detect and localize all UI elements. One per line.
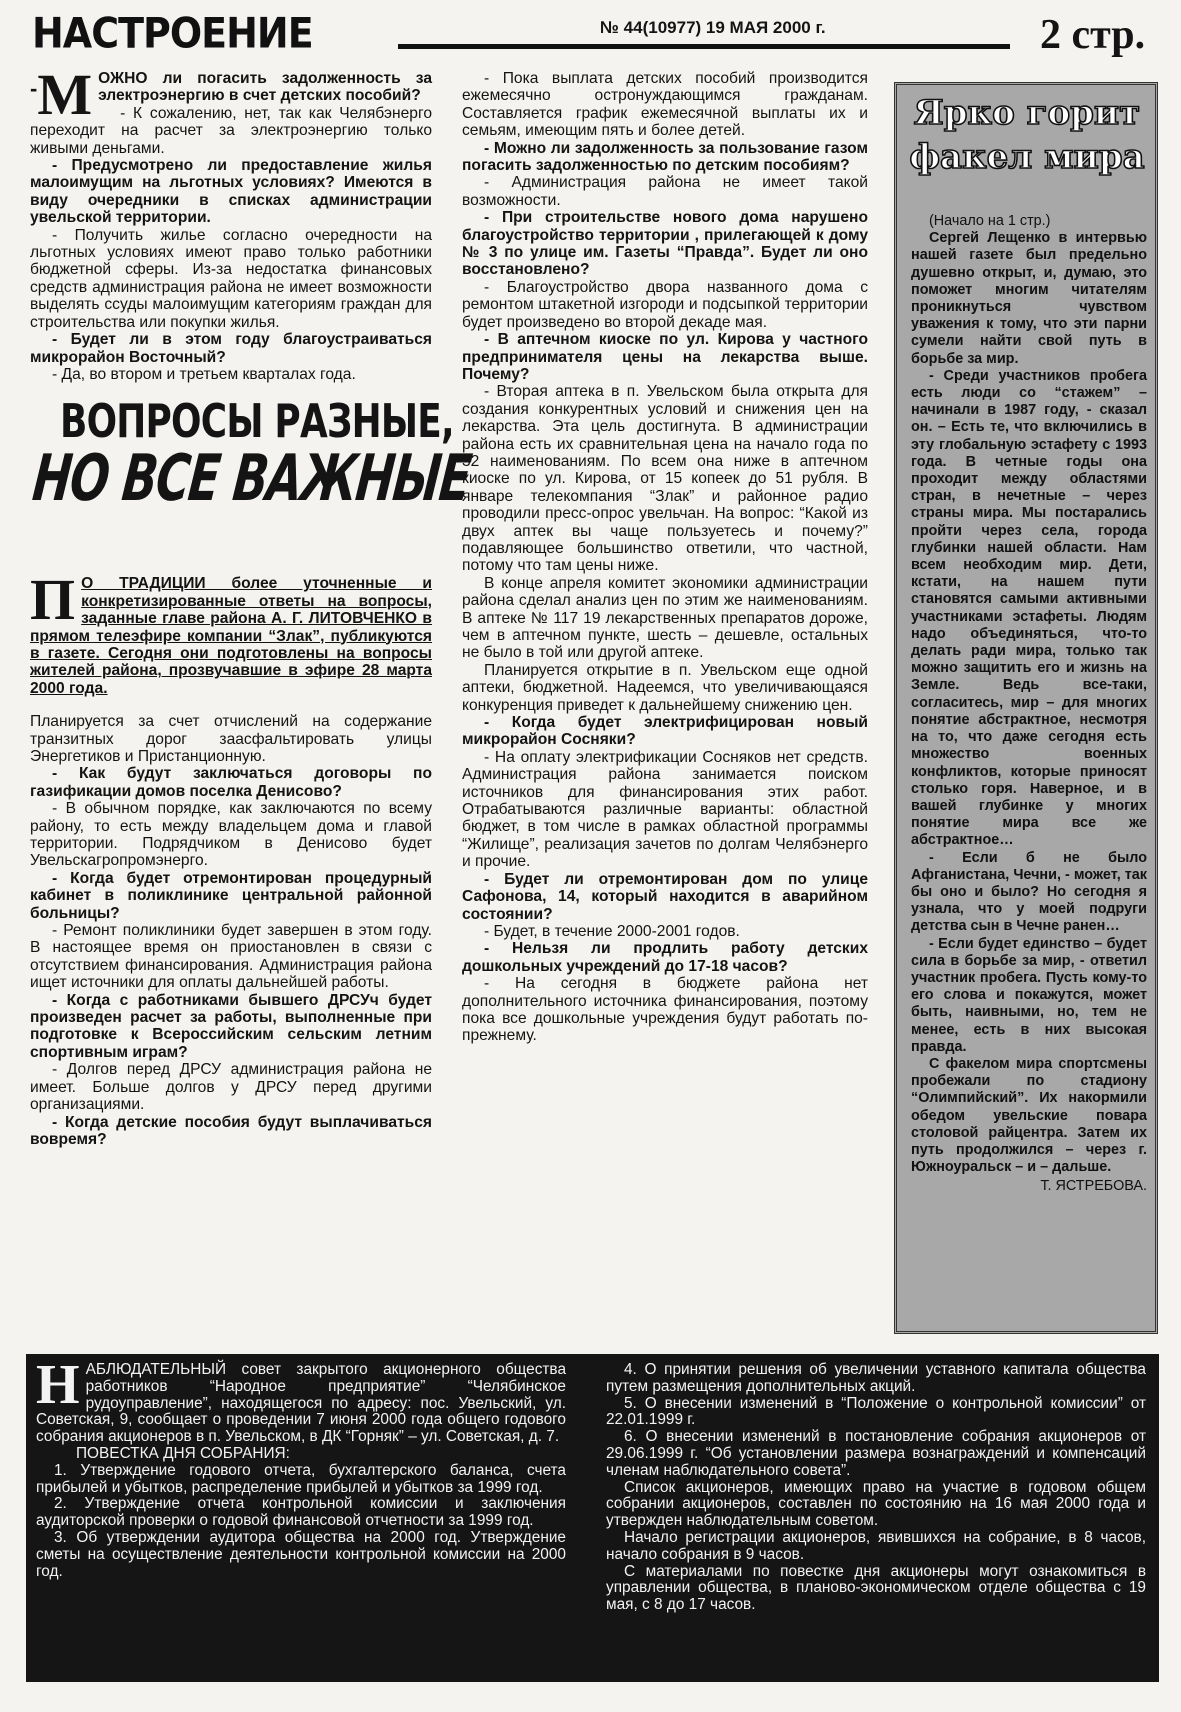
notice-intro-text: АБЛЮДАТЕЛЬНЫЙ совет закрытого акционерного общества работников “Народное предприятие” “Челябинское рудоуправление”, находящегося по адресу: пос. Увельский, ул. Советская, 9, сообщает о проведении 7 июня 2000 года общего годового собрания акционеров в п. Увельском, в ДК “Горняк” – ул. Советская, д. 7. [36,1361,566,1446]
notice-agenda-item: 3. Об утверждении аудитора общества на 2000 год. Утверждение сметы на осуществление деятельности контрольной комиссии на 2000 год. [36,1528,566,1580]
notice-agenda-item: 2. Утверждение отчета контрольной комиссии и заключения аудиторской проверки о годовой финансовой отчетности за 1999 год. [36,1495,566,1530]
notice-agenda-item: 5. О внесении изменений в “Положение о контрольной комиссии” от 22.01.1999 г. [606,1394,1146,1429]
lead-dash: - [30,76,38,101]
question: - Как будут заключаться договоры по газификации домов поселка Денисово? [30,765,432,800]
sidebar-paragraph: С факелом мира спортсмены пробежали по стадиону “Олимпийский”. Их накормили обедом увельские повара столовой райцентра. Затем их путь продолжился – через г. Южноуральск – и – дальше. [911,1055,1147,1176]
section-title: НАСТРОЕНИЕ [32,8,313,58]
headline-line-2: НО ВСЕ ВАЖНЫЕ [29,442,474,517]
paragraph: Планируется открытие в п. Увельском еще одной аптеки, бюджетной. Надеемся, что увеличивающаяся конкуренция приведет к дальнейшему снижению цен. [462,661,868,714]
paragraph: В конце апреля комитет экономики администрации района сделал анализ цен по этим же наименованиям. В аптеке № 117 19 лекарственных препаратов дороже, чем в аптечном пункте, шесть – дешевле, остальных не было в той или другой аптеке. [462,574,868,662]
header-rule [398,44,1010,49]
answer: - Вторая аптека в п. Увельском была открыта для создания конкурентных условий и снижения цен на лекарства. Эта цель достигнута. В администрации района есть их сравнительная цена на начало года по 32 наименованиям. По всем она ниже в аптечном киоске по ул. Кирова, от 15 копеек до 51 рубля. В январе телекомпания “Злак” и районное радио проводили пресс-опрос увельчан. На вопрос: “Какой из двух аптек вы чаще пользуетесь и почему?” подавляющее большинство ответили, что частной, потому что там цены ниже. [462,383,868,575]
sidebar-paragraph: - Если будет единство – будет сила в борьбе за мир, - ответил участник пробега. Пусть кому-то его слова и покажутся, может быть, наивными, но, тем не менее, есть в них высокая правда. [911,935,1147,1055]
question: - Будет ли в этом году благоустраиваться микрорайон Восточный? [30,331,432,366]
question: - В аптечном киоске по ул. Кирова у частного предпринимателя цены на лекарства выше. Почему? [462,331,868,383]
answer: - Администрация района не имеет такой возможности. [462,174,868,209]
article-intro [30,62,432,383]
question: - Когда будет отремонтирован процедурный кабинет в поликлинике центральной районной больницы? [30,869,432,922]
notice-agenda-item: 1. Утверждение годового отчета, бухгалтерского баланса, счета прибылей и убытков, распределение прибылей и убытков за 1999 год. [36,1461,566,1496]
article-left-body [30,713,432,1148]
answer: - Получить жилье согласно очередности на льготных условиях имеют право только работники бюджетной сферы. Из-за недостатка финансовых средств администрация района не имеет возможности выделять ссуды малоимущим категориям граждан для строительства или покупки жилья. [30,226,432,331]
answer: - Ремонт поликлиники будет завершен в этом году. В настоящее время он приостановлен в связи с отсутствием финансирования. Администрация района ищет источники для оплаты дальнейшей работы. [30,922,432,992]
lead-text: О ТРАДИЦИИ более уточненные и конкретизированные ответы на вопросы, заданные главе района А. Г. ЛИТОВЧЕНКО в прямом телеэфире компании “Злак”, публикуются в газете. Сегодня они подготовлены на вопросы жителей района, прозвучавшие в эфире 28 марта 2000 года. [30,575,432,697]
answer: - На сегодня в бюджете района нет дополнительного источника финансирования, поэтому пока все дошкольные учреждения будут работать по-прежнему. [462,975,868,1045]
notice-right-column [606,1362,1146,1614]
article-middle-column [462,70,868,1328]
notice-dropcap: Н [36,1354,80,1416]
answer: - Да, во втором и третьем кварталах года. [52,365,356,383]
answer: - Пока выплата детских пособий производится ежемесячно остронуждающимся гражданам. Составляется график ежемесячной выплаты их и семьям, имеющим пять и более детей. [462,70,868,140]
paragraph: Планируется за счет отчислений на содержание транзитных дорог заасфальтировать улицы Энергетиков и Пристанционную. [30,713,432,765]
question: - Можно ли задолженность за пользование газом погасить задолженностью по детским пособиям? [462,139,868,175]
intro-dropcap: М [37,62,93,127]
sidebar-body [911,213,1147,1196]
question: - Когда детские пособия будут выплачиваться вовремя? [30,1113,432,1148]
sidebar-paragraph: Сергей Лещенко в интервью нашей газете был предельно душевно открыт, и, думаю, это поможет многим читателям проникнуться чувством уважения к тому, что эти парни сумели найти свой путь в борьбе за мир. [911,230,1147,367]
issue-line: № 44(10977) 19 МАЯ 2000 г. [600,18,826,37]
article-lead [30,575,432,697]
question: - Когда будет электрифицирован новый микрорайон Сосняки? [462,714,868,749]
shareholder-notice [26,1354,1159,1682]
notice-left-column [36,1354,566,1580]
sidebar-article [894,82,1158,1334]
question: - Нельзя ли продлить работу детских дошкольных учреждений до 17-18 часов? [462,940,868,975]
answer: - Долгов перед ДРСУ администрация района не имеет. Больше долгов у ДРСУ перед другими организациями. [30,1061,432,1114]
intro-question [30,62,432,127]
question: - Предусмотрено ли предоставление жилья малоимущим на льготных условиях? Имеются в виду очередники в списках администрации увельской территории. [30,157,432,227]
answer: - Будет, в течение 2000-2001 годов. [484,922,740,940]
page-number: 2 стр. [1040,12,1146,58]
notice-paragraph: С материалами по повестке дня акционеры могут ознакомиться в управлении общества, в планово-экономическом отделе общества с 19 мая, с 8 до 17 часов. [606,1562,1146,1614]
answer: - Благоустройство двора названного дома с ремонтом штакетной изгороди и подсыпкой территории будет произведено во второй декаде мая. [462,278,868,331]
question: - При строительстве нового дома нарушено благоустройство территории , прилегающей к дому № 3 по улице им. Газеты “Правда”. Будет ли оно восстановлено? [462,209,868,279]
headline-line-1: ВОПРОСЫ РАЗНЫЕ, [60,394,454,449]
intro-question-text: ОЖНО ли погасить задолженность за электроэнергию в счет детских пособий? [98,70,432,105]
notice-agenda-heading: ПОВЕСТКА ДНЯ СОБРАНИЯ: [76,1444,290,1462]
headline [29,394,474,559]
sidebar-author: Т. ЯСТРЕБОВА. [1040,1178,1147,1195]
lead-dropcap: П [30,575,76,633]
answer: - К сожалению, нет, так как Челябэнерго переходит на расчет за электроэнергию только живыми деньгами. [30,104,432,157]
sidebar-title: Ярко горит факел мира [909,93,1145,177]
article-left-column [29,62,474,1328]
answer: - На оплату электрификации Сосняков нет средств. Администрация района занимается поиском источников для финансирования этих работ. Отрабатываются различные варианты: областной бюджет, в том числе в рамках областной программы “Жилище”, реализация зачетов по долгам Челябэнерго и прочие. [462,748,868,871]
notice-agenda-item: 6. О внесении изменений в постановление собрания акционеров от 29.06.1999 г. “Об установлении размера вознаграждений и компенсаций членам наблюдательного совета”. [606,1428,1146,1479]
notice-agenda-item: 4. О принятии решения об увеличении уставного капитала общества путем размещения дополнительных акций. [606,1361,1146,1395]
question: - Когда с работниками бывшего ДРСУч будет произведен расчет за работы, выполненные при подготовке к Всероссийским сельским летним спортивным играм? [30,991,432,1061]
notice-paragraph: Начало регистрации акционеров, явившихся на собрание, в 8 часов, начало собрания в 9 часов. [606,1528,1146,1563]
notice-paragraph: Список акционеров, имеющих право на участие в годовом общем собрании акционеров, составлен по состоянию на 16 мая 2000 года и утвержден наблюдательным советом. [606,1478,1146,1530]
notice-divider [584,1354,586,1682]
sidebar-paragraph: - Если б не было Афганистана, Чечни, - может, так бы оно и было? Но сегодня я узнала, что у моей подруги детства сын в Чечне ранен… [911,849,1147,935]
sidebar-continuation-note: (Начало на 1 стр.) [929,213,1051,229]
sidebar-paragraph: - Среди участников пробега есть люди со “стажем” – начинали в 1987 году, - сказал он. – Есть те, что включились в эту глобальную эстафету с 1993 года. В четные годы она проходит между областями стран, в нечетные – через страны мира. Мы постарались пройти через села, города глубинки нашей области. Нам всем необходим мир. Дети, кстати, на нашем пути становятся самыми активными участниками эстафеты. Людям надо объединяться, что-то делать ради мира, только так можно защитить его и жизнь на Земле. Ведь все-таки, согласитесь, мир – для многих понятие абстрактное, несмотря на то, что даже сегодня есть множество военных конфликтов, которые приносят столько горя. Наверное, и в вашей глубинке у многих понятие мира все же абстрактное… [911,367,1147,849]
answer: - В обычном порядке, как заключаются по всему району, то есть между владельцем дома и главой территории. Подрядчиком в Денисово будет Увельскагропромэнерго. [30,800,432,870]
question: - Будет ли отремонтирован дом по улице Сафонова, 14, который находится в аварийном состоянии? [462,870,868,923]
notice-paragraph [36,1354,566,1446]
